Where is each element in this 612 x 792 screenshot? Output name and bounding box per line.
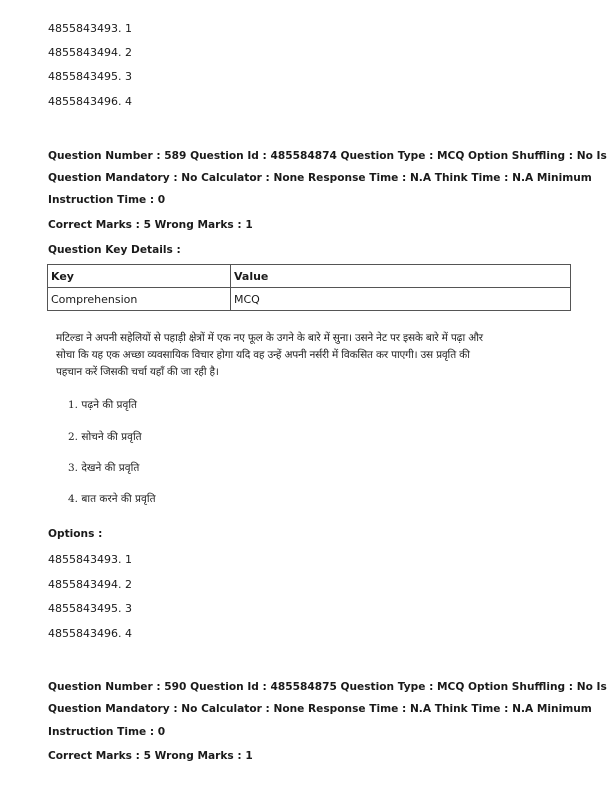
q589-question-text-line3: पहचान करें जिसकी चर्चा यहाँ की जा रही है। (56, 366, 219, 378)
q589-option-2: 4855843494. 2 (48, 578, 132, 591)
q589-meta-line1: Question Number : 589 Question Id : 485584874 Question Type : MCQ Option Shuffling : No Is (48, 150, 607, 162)
q589-question-text-line1: मटिल्डा ने अपनी सहेलियों से पहाड़ी क्षेत्रों में एक नए फूल के उगने के बारे में सुना। उसने नेट पर इसके बारे में पढ़ा और (56, 332, 483, 344)
key-table-header-row (48, 265, 571, 288)
q590-marks: Correct Marks : 5 Wrong Marks : 1 (48, 750, 253, 762)
q589-meta-line3: Instruction Time : 0 (48, 194, 166, 206)
q589-choice-3: 3. देखने की प्रवृति (68, 462, 140, 474)
q589-choice-1: 1. पढ़ने की प्रवृति (68, 399, 138, 411)
q590-meta-line2: Question Mandatory : No Calculator : None Response Time : N.A Think Time : N.A Minimum (48, 703, 592, 715)
prev-option-1: 4855843493. 1 (48, 22, 132, 35)
q589-options-label: Options : (48, 528, 103, 540)
q589-option-3: 4855843495. 3 (48, 602, 132, 615)
value-header: Value (231, 265, 571, 288)
prev-option-4: 4855843496. 4 (48, 95, 132, 108)
q590-meta-line1: Question Number : 590 Question Id : 485584875 Question Type : MCQ Option Shuffling : No Is (48, 681, 607, 693)
q589-option-4: 4855843496. 4 (48, 627, 132, 640)
q590-meta-line3: Instruction Time : 0 (48, 726, 166, 738)
q589-choice-2: 2. सोचने की प्रवृति (68, 431, 142, 443)
q589-meta-line2: Question Mandatory : No Calculator : None Response Time : N.A Think Time : N.A Minimum (48, 172, 592, 184)
prev-option-3: 4855843495. 3 (48, 70, 132, 83)
q589-question-text-line2: सोचा कि यह एक अच्छा व्यवसायिक विचार होगा यदि वह उन्हें अपनी नर्सरी में विकसित कर पाएगी। उस प्रवृति की (56, 349, 470, 361)
q589-key-details-label: Question Key Details : (48, 244, 181, 256)
value-cell: MCQ (231, 288, 571, 311)
key-cell: Comprehension (48, 288, 231, 311)
q589-choice-4: 4. बात करने की प्रवृति (68, 493, 156, 505)
q589-marks: Correct Marks : 5 Wrong Marks : 1 (48, 219, 253, 231)
q589-option-1: 4855843493. 1 (48, 553, 132, 566)
prev-option-2: 4855843494. 2 (48, 46, 132, 59)
key-table-row (48, 288, 571, 311)
key-header: Key (48, 265, 231, 288)
q589-key-table (47, 264, 571, 311)
